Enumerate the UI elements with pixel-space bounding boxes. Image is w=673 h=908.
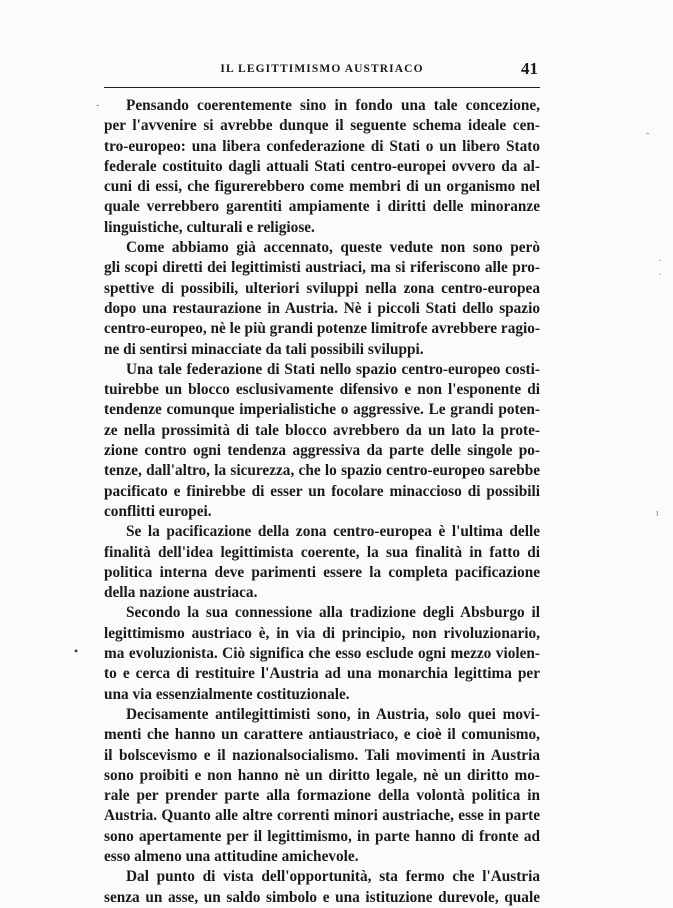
- text-line: ne di sentirsi minacciate da tali possibili sviluppi.: [104, 340, 424, 358]
- paragraph: [104, 522, 540, 603]
- paragraph: [104, 603, 540, 704]
- text-line: sono apertamente per il legittimismo, in parte hanno di fronte ad: [104, 827, 540, 845]
- text-line: tendenze comunque imperialistiche o aggressive. Le grandi poten-: [104, 401, 540, 419]
- text-line: to e cerca di restituire l'Austria ad una monarchia legittima per: [104, 665, 540, 683]
- text-line: zione contro ogni tendenza aggressiva da parte delle singole po-: [104, 442, 540, 460]
- margin-mark: •: [74, 644, 79, 658]
- text-line: rale per prender parte alla formazione della volontà politica in: [104, 787, 540, 805]
- text-line: sono proibiti e non hanno nè un diritto legale, nè un diritto mo-: [104, 766, 540, 784]
- text-line: dopo una restaurazione in Austria. Nè i piccoli Stati dello spazio: [104, 299, 540, 317]
- text-line: per l'avvenire si avrebbe dunque il seguente schema ideale cen-: [104, 117, 540, 135]
- text-line: politica interna deve parimenti essere la completa pacificazione: [104, 563, 540, 581]
- body-text: [104, 96, 540, 908]
- paragraph: [104, 238, 540, 360]
- text-line: menti che hanno un carattere antiaustriaco, e cioè il comunismo,: [104, 726, 540, 744]
- margin-mark: ·: [658, 270, 662, 281]
- text-line: Una tale federazione di Stati nello spazio centro-europeo costi-: [126, 360, 540, 378]
- margin-mark: -: [96, 100, 100, 111]
- paragraph: [104, 360, 540, 522]
- text-line: Se la pacificazione della zona centro-europea è l'ultima delle: [126, 523, 540, 541]
- margin-mark: ι: [656, 508, 659, 519]
- text-line: centro-europeo, nè le più grandi potenze limitrofe avrebbere ragio-: [104, 320, 540, 338]
- running-title: IL LEGITTIMISMO AUSTRIACO: [220, 63, 424, 75]
- text-line: linguistiche, culturali e religiose.: [104, 218, 315, 236]
- text-line: gli scopi diretti dei legittimisti austriaci, ma si riferiscono alle pro-: [104, 259, 540, 277]
- text-line: cuni di essi, che figurerebbero come membri di un organismo nel: [104, 178, 540, 196]
- text-line: Decisamente antilegittimisti sono, in Austria, solo quei movi-: [126, 705, 540, 723]
- text-line: tuirebbe un blocco esclusivamente difensivo e non l'esponente di: [104, 381, 540, 399]
- text-line: Dal punto di vista dell'opportunità, sta fermo che l'Austria: [126, 868, 540, 886]
- running-header: [104, 57, 540, 88]
- text-line: spettive di possibili, ulteriori sviluppi nella zona centro-europea: [104, 279, 540, 297]
- text-line: ma evoluzionista. Ciò significa che esso esclude ogni mezzo violen-: [104, 645, 540, 663]
- text-line: Secondo la sua connessione alla tradizione degli Absburgo il: [126, 604, 540, 622]
- paragraph: [104, 867, 540, 908]
- text-line: senza un asse, un saldo simbolo e una istituzione durevole, quale: [104, 888, 540, 906]
- page-number: 41: [521, 59, 538, 78]
- text-line: esso almeno una attitudine amichevole.: [104, 847, 359, 865]
- text-line: il bolscevismo e il nazionalsocialismo. Tali movimenti in Austria: [104, 746, 540, 764]
- text-line: conflitti europei.: [104, 502, 212, 520]
- text-line: quale verrebbero garentiti ampiamente i diritti delle minoranze: [104, 198, 540, 216]
- text-line: pacificato e finirebbe di esser un focolare minaccioso di possibili: [104, 482, 540, 500]
- text-line: Austria. Quanto alle altre correnti minori austriache, esse in parte: [104, 807, 540, 825]
- text-line: ze nella prossimità di tale blocco avrebbero da un lato la prote-: [104, 421, 540, 439]
- text-line: tro-europeo: una libera confederazione di Stati o un libero Stato: [104, 137, 540, 155]
- text-line: una via essenzialmente costituzionale.: [104, 685, 350, 703]
- text-line: Pensando coerentemente sino in fondo una tale concezione,: [126, 97, 540, 114]
- paragraph: [104, 705, 540, 867]
- text-line: federale costituito dagli attuali Stati centro-europei ovvero da al-: [104, 157, 540, 175]
- margin-mark: ·: [658, 256, 662, 267]
- paragraph: [104, 96, 540, 238]
- text-line: tenze, dall'altro, la sicurezza, che lo spazio centro-europeo sarebbe: [104, 462, 540, 480]
- margin-mark: -: [646, 128, 650, 139]
- text-line: Come abbiamo già accennato, queste vedute non sono però: [126, 239, 540, 257]
- text-line: della nazione austriaca.: [104, 584, 258, 602]
- text-line: legittimismo austriaco è, in via di principio, non rivoluzionario,: [104, 624, 540, 642]
- text-line: finalità dell'idea legittimista coerente, la sua finalità in fatto di: [104, 543, 540, 561]
